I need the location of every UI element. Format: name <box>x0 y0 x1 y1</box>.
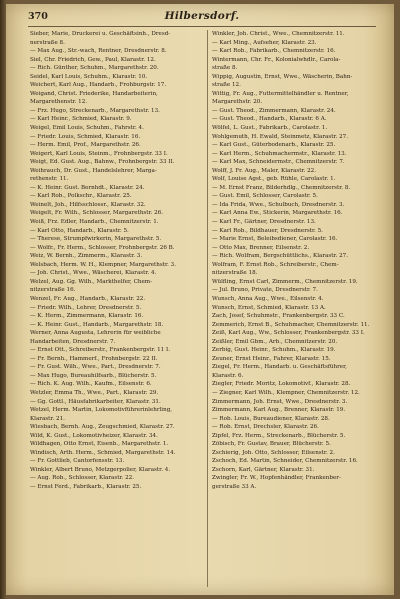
directory-entry: — Rich. Günther, Schuhm., Margarethstr. 20. <box>30 65 159 72</box>
directory-entry: — Gust. Emil, Schlosser, Carolastr. 5. <box>212 193 318 200</box>
directory-entry: Weigert, Karl Louis, Steinm., Frohnbergstr. 33 I. <box>30 150 168 157</box>
directory-entry: Zöbisch, Fr. Gustav, Brauer, Blücherstr. 5. <box>212 441 331 448</box>
directory-entry: Zimmermann, Karl Aug., Brenner, Klarastr. 19. <box>212 407 346 414</box>
directory-entry: Ziegler, Friedr. Moritz, Lokomotivf., Klarastr. 28. <box>212 381 351 388</box>
directory-entry: Siel, Chr. Friedrich, Gew., Paul, Klarastr. 12. <box>30 56 156 63</box>
directory-entry: Klarastr. 21. <box>30 415 65 422</box>
directory-entry: Wolff, J. Fr. Aug., Maler, Klarastr. 22. <box>212 167 316 174</box>
directory-entry: nitzerstraße 18. <box>212 270 258 277</box>
directory-page <box>6 4 394 595</box>
directory-entry: — Rob. Ernst, Drechsler, Klarastr. 26. <box>212 424 319 431</box>
directory-entry: — Frz. Hugo, Streckenarb., Margarethstr. 13. <box>30 107 160 114</box>
directory-entry: Wetzel, Herm. Martin, Lokomotivführerinlehrling, <box>30 407 173 414</box>
directory-entry: Winkler, Albert Bruno, Metzgerpolier, Klarastr. 4. <box>30 466 171 473</box>
directory-entry: — Rich. Wolfram, Bergschüttlichs., Klarastr. 27. <box>212 253 348 260</box>
directory-entry: — Rob. Louis, Bureaudiener, Klarastr. 28. <box>212 415 330 422</box>
directory-entry: Wunsch, Ernst, Schmied, Klarastr. 13 A. <box>212 304 326 311</box>
directory-entry: — Gust. Theod., Handarb., Klarastr. 6 A. <box>212 116 327 123</box>
directory-entry: — Max Hugo, Bureauhilfsarb., Blücherstr. 5. <box>30 372 157 379</box>
directory-entry: Winkler, Joh. Christ., Wwe., Chemnitzerstr. 11. <box>212 31 345 37</box>
directory-entry: — Karl Gust., Güterbodenarb., Klarastr. 25. <box>212 142 336 149</box>
directory-entry: — Ernst Ott., Schreiberstr., Frankenbergstr. 11 I. <box>30 347 171 354</box>
directory-entry: — Karl Rob., Polkschr., Klarastr. 25. <box>30 193 132 200</box>
directory-entry: — Friedr. Louis, Schmied, Klarastr. 16. <box>30 133 141 140</box>
directory-entry: Wittig, Fr. Aug., Futtermittelhändler u. Rentner, <box>212 90 349 97</box>
directory-entry: straße 8. <box>212 65 238 72</box>
directory-entry: Weinelt, Joh., Hilfsschlossr., Klarastr. 32. <box>30 201 146 208</box>
directory-entry: Ziegel, Fr. Herm., Handarb. u. Geschäftsführer, <box>212 364 347 371</box>
directory-entry: — K. Heinr. Gust., Handarb., Margarethstr. 18. <box>30 321 164 328</box>
directory-entry: — Ernst Ferd., Fabrikarb., Klarastr. 25. <box>30 483 142 490</box>
directory-entry: Zschierig, Joh. Otto, Schlosser, Eilsenstr. 2. <box>212 449 335 456</box>
directory-entry: Weigand, Christ. Friederike, Handarbeiterin, <box>30 90 158 97</box>
directory-entry: Welzel, Aug. Gg. Wilh., Markthelfer, Chem- <box>30 278 153 285</box>
page-header <box>28 10 376 27</box>
directory-entry: Werner, Anna Augusta, Lehrerin für weibliche <box>30 330 161 337</box>
directory-entry: Sieber, Marie, Druckerei u. Geschäftsinh., Dresd- <box>30 31 171 37</box>
directory-entry: Seidel, Karl Louis, Schuhm., Klarastr. 10. <box>30 73 148 80</box>
directory-entry: Zach, Josef, Schuhmstr., Frankenbergstr. 33 C. <box>212 313 345 320</box>
directory-entry: Zipfel, Frz. Herm., Streckenarb., Blücherstr. 5. <box>212 432 346 439</box>
directory-entry: — Karl Ming., Aufseher, Klarastr. 23. <box>212 39 317 46</box>
directory-entry: Handarbeiten, Dresdnerstr. 7. <box>30 338 116 345</box>
directory-entry: nerstraße 8. <box>30 39 65 46</box>
column-divider <box>207 30 208 587</box>
page-title: Hilbersdorf. <box>164 10 240 22</box>
directory-entry: — Ida Frida, Wwe., Schulbuch, Dresdnerstr. 3. <box>212 201 345 208</box>
directory-entry: gerstraße 33 A. <box>212 483 257 490</box>
directory-entry: — Marie Ernst, Beleibsdiener, Carolastr. 16. <box>212 236 338 243</box>
directory-entry: Weigelt, Fr. Wilh., Schlosser, Margarethstr. 26. <box>30 210 164 217</box>
directory-entry: — Karl Heinr., Schmied, Klarastr. 9. <box>30 116 132 123</box>
directory-entry: Weichert, Karl Aug., Handarb., Frohburgstr. 17. <box>30 82 167 89</box>
directory-entry: — Aug. Rob., Schlosser, Klarastr. 22. <box>30 475 134 482</box>
directory-entry: — K. Herm., Zimmermann, Klarastr. 16. <box>30 313 144 320</box>
directory-entry: rethenstr. 11. <box>30 176 69 183</box>
directory-entry: Klarastr. 6. <box>212 372 244 379</box>
directory-entry: — Joh. Christ., Wwe., Wäscherei, Klarastr. 4. <box>30 270 157 277</box>
directory-entry: — Karl Rob., Fabrikarb., Chemnitzerstr. 16. <box>212 48 336 55</box>
directory-entry: — Fr. Gust. Wilh., Wwe., Part., Dresdnerstr. 7. <box>30 364 161 371</box>
left-column <box>30 30 204 492</box>
directory-entry: — Karl Anna Ew., Stickerin, Margarethstr. 16. <box>212 210 343 217</box>
directory-entry: — Wolfr., Fr. Herm., Schlosser, Frohnbergstr. 26 B. <box>30 244 175 251</box>
directory-entry: — Rich. K. Aug. Wilh., Kaufm., Eilsenstr. 6. <box>30 381 152 388</box>
directory-entry: Zimmermann, Joh. Ernst, Wwe., Dresdnerstr. 3. <box>212 398 348 405</box>
directory-entry: — Karl Herm., Schuhmachermstr., Klarastr. 13. <box>212 150 347 157</box>
directory-entry: Weigel, Emil Louis, Schuhm., Fahrstr. 4. <box>30 125 144 132</box>
directory-entry: nitzerstraße 16. <box>30 287 76 294</box>
directory-entry: — Fr. Bernh., Hammerf., Frohnbergstr. 22 II. <box>30 355 158 362</box>
directory-entry: Wunsch, Anna Aug., Wwe., Eilsenstr. 4. <box>212 295 324 302</box>
directory-entry: — Fr. Gottlieb, Cantorfensstr. 13. <box>30 458 125 465</box>
directory-entry: — Karl Otto, Handarb., Klarastr. 5. <box>30 227 129 234</box>
directory-entry: Wildhagen, Otto Ernst, Eisenb., Margarethstr. 1. <box>30 441 169 448</box>
directory-entry: Wetzler, Emma Th., Wwe., Part., Klarastr. 29. <box>30 389 159 396</box>
directory-entry: Welsbach, Herm. W. H., Klempner, Margarethstr. 3. <box>30 261 176 268</box>
directory-entry: Wolfram, F. Ernst Rob., Schreiberstr., Chem- <box>212 261 339 268</box>
directory-entry: Weigt, Ed. Gust. Aug., Bahnw., Frohnbergstr. 33 II. <box>30 159 175 166</box>
directory-entry: Zwingler, Fr. W., Hopfenhändler, Frankenber- <box>212 475 341 482</box>
directory-entry: Wolf, Louise Agst., geb. Rühle, Carolastr. 1. <box>212 176 336 183</box>
directory-entry: Wenzel, Fr. Aug., Handarb., Klarastr. 22. <box>30 295 146 302</box>
directory-entry: — Karl Max, Schneidermstr., Chemnitzerstr. 7. <box>212 159 345 166</box>
directory-entry: Margarethenstr. 12. <box>30 99 88 106</box>
directory-entry: — Therese, Strumpfwirkerin, Margarethstr. 5. <box>30 236 162 243</box>
directory-entry: Zerbig, Gust. Heinr., Schuhm., Klarastr. 19. <box>212 347 336 354</box>
directory-entry: Wohlgemuth, H. Ewald, Steinmetz, Klarastr. 27. <box>212 133 348 140</box>
directory-entry: — K. Heinr. Gust. Bernhdt., Klarastr. 24. <box>30 184 145 191</box>
directory-entry: Windisch, Arth. Herm., Schmied, Margarethstr. 14. <box>30 449 176 456</box>
directory-entry: Wiesbach, Bernh. Aug., Zeugschmied, Klarastr. 27. <box>30 424 175 431</box>
page-number: 370 <box>28 11 48 22</box>
directory-entry: Weihrauch, Dr. Gust., Handelslehrer, Marga- <box>30 167 157 174</box>
directory-entry: Margarethstr. 20. <box>212 99 263 106</box>
directory-entry: Zschorn, Karl, Gärtner, Klarastr. 31. <box>212 466 315 473</box>
directory-entry: Wülfling, Ernst Carl, Zimmerm., Chemnitzerstr. 19. <box>212 278 358 285</box>
directory-entry: — Max Aug., Str.-wach, Rentner, Dresdnerstr. 8. <box>30 48 167 55</box>
directory-entry: straße 12. <box>212 82 241 89</box>
directory-entry: — M. Ernst Franz, Bilderhdlg., Chemnitzerstr. 8. <box>212 184 351 191</box>
right-column <box>212 30 386 492</box>
directory-entry: Zschoch, Ed. Martin, Schneider, Chemnitzerstr. 16. <box>212 458 358 465</box>
directory-entry: Zeißler, Emil Gbm., Arb., Chemnitzerstr. 20. <box>212 338 338 345</box>
directory-entry: — Ziegner, Karl Wilh., Klempner, Chemnitzerstr. 12. <box>212 389 360 396</box>
directory-entry: Wölfel, L. Gust., Fabrikarb., Carolastr. 1. <box>212 125 328 132</box>
directory-entry: Wintermann, Chr. Fr., Kolonialwhdlr., Carola- <box>212 56 341 63</box>
directory-entry: Zeiß, Karl Aug., Ww., Schlosser, Frankenbergstr. 33 I. <box>212 330 365 337</box>
directory-entry: — Otto Max, Brenner, Eilsenstr. 2. <box>212 244 310 251</box>
directory-entry: — Jul. Bruno, Private, Dresdnerstr. 7. <box>212 287 318 294</box>
directory-entry: — Karl Fr., Gärtner, Dresdnerstr. 13. <box>212 219 316 226</box>
directory-entry: — Karl Rob., Bildhauer, Dresdnerstr. 5. <box>212 227 323 234</box>
directory-entry: Weiß, Frz. Edler, Handarb., Chemnitzerstr. 1. <box>30 219 159 226</box>
directory-entry: — Gust. Theod., Zimmermann, Klarastr. 24. <box>212 107 336 114</box>
directory-entry: — Herm. Emil, Prof., Margarethstr. 26. <box>30 142 141 149</box>
directory-entry: Zeuner, Ernst Heinr., Fahrer, Klarastr. 15. <box>212 355 331 362</box>
directory-entry: Wippig, Augustin, Ernst, Wwe., Wäscherin, Bahn- <box>212 73 353 80</box>
directory-entry: Zemmerich, Ernst B., Schuhmacher, Chemnitzerstr. 11. <box>212 321 370 328</box>
directory-entry: Weiz, W. Bernh., Zimmerm., Klarastr. 3. <box>30 253 143 260</box>
directory-entry: Wild, K. Gust., Lokomotivheizer, Klarastr. 34. <box>30 432 158 439</box>
directory-entry: — Gg. Gottl., Häusfabrikarbeiter, Klarastr. 31. <box>30 398 161 405</box>
directory-entry: — Friedr. Wilh., Lehrer, Dresdnerstr. 5. <box>30 304 142 311</box>
